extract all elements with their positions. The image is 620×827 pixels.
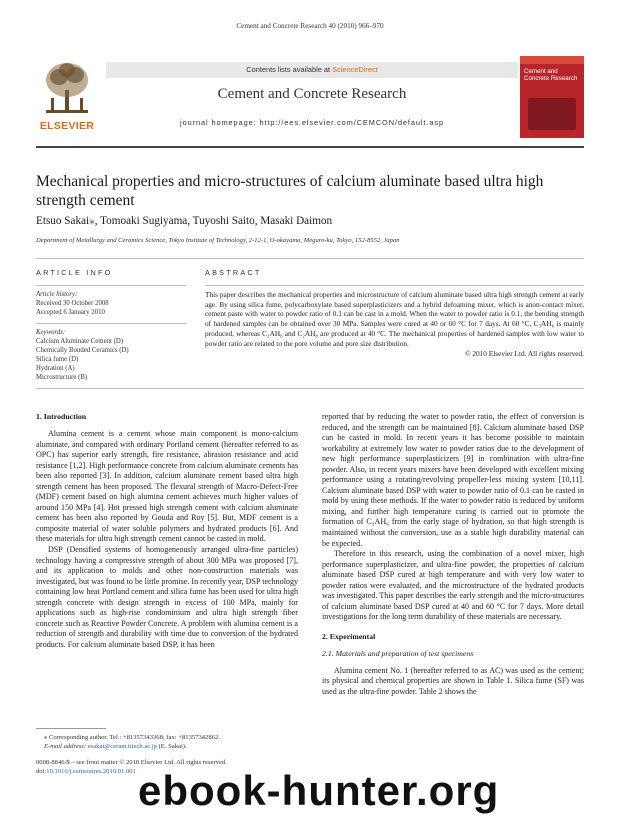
article-info-rule [36,285,186,286]
body-left-column [36,412,298,650]
abstract-copyright: © 2010 Elsevier Ltd. All rights reserved. [464,349,584,359]
keywords-rule [36,323,186,324]
experimental-paragraph-1: Alumina cement No. 1 (hereafter referred to as AC) was used as the cement; its physical and chemical properties are shown in Table 1. Silica fume (SF) was used as the ultra-fine powder. Table 2 shows the [322,665,584,697]
article-info-heading: ARTICLE INFO [36,268,113,277]
footnote-divider [36,728,106,729]
history-label: Article history: [36,291,78,298]
accepted-date: Accepted 6 January 2010 [36,309,105,316]
email-line [44,742,298,751]
keyword-item: Hydration (A) [36,365,75,372]
received-date: Received 30 October 2008 [36,300,109,307]
issn-line: 0008-8846/$ – see front matter © 2010 Elsevier Ltd. All rights reserved. [36,759,227,766]
subsection-heading-materials: 2.1. Materials and preparation of test specimens [322,648,474,658]
email-suffix: (E. Sakai). [158,743,187,750]
body-right-column [322,412,584,698]
abstract-text: This paper describes the mechanical properties and microstructure of calcium aluminate based ultra high strength cement at early age. By using silica fume, polycarboxylate based superplasticizers and a hybrid defoaming mixer, which is anon-contact mixer, cement paste with water to powder ratio of 0.1 can be cast in a mold. When the water to powder ratio is 0.1, the bending strength of hardened samples can be obtained over 30 MPa. Samples were cured at 40 or 60 °C for 7 days. At 60 °C, C₃AH₆ is mainly produced, whereas C₂AH₈ and C₂AH₈ are produced at 40 °C. The mechanical properties of hardened samples with low water to powder ratio are related to the pore volume and pore size distribution. [205,290,584,348]
coauthors: , Tomoaki Sugiyama, Tuyoshi Saito, Masaki Daimon [94,215,333,227]
info-top-divider [36,258,584,259]
keywords-label: Keywords: [36,329,66,336]
elsevier-logo [36,56,98,136]
author-list [36,214,584,227]
contents-prefix: Contents lists available at [246,65,331,74]
abstract-rule [205,285,584,286]
journal-header [36,56,584,142]
email-link[interactable]: esakai@ceram.titech.ac.jp [87,743,157,750]
cover-strip [520,56,584,64]
corresponding-star[interactable]: ⁎ [89,215,95,227]
intro-paragraph-4: Therefore in this research, using the combination of a novel mixer, high performance superplasticizer, and ultra-fine powder, the properties of calcium aluminate based DSP cured at high temperature and with very low water to powder ratios were evaluated, and the microstructure of the hydrated products was investigated. This paper describes the early strength and the micro-structures of calcium aluminate based DSP cured at 40 and 60 °C for 7 days. More detail investigations for the long term durability of these materials are necessary. [322,549,584,622]
corresponding-contact: ⁎ Corresponding author. Tel.: +81357343368; fax: +81357342862. [44,734,220,741]
masthead [106,56,518,136]
keyword-item: Microstructure (B) [36,374,88,381]
keyword-item: Silica fume (D) [36,356,79,363]
abstract [205,268,584,358]
email-label: E-mail address: [44,743,87,750]
sciencedirect-link[interactable]: ScienceDirect [332,65,378,74]
cover-image [528,98,576,130]
doi-link[interactable]: 10.1016/j.cemconres.2010.01.001 [46,768,136,776]
header-divider [36,146,584,148]
article-info [36,268,186,382]
abstract-heading: ABSTRACT [205,268,262,277]
elsevier-wordmark: ELSEVIER [39,120,95,132]
affiliation: Department of Metallurgy and Ceramics Science, Tokyo Institute of Technology, 2-12-1, O-okayama, Meguro-ku, Tokyo, 152-8552, Japan [36,237,400,244]
journal-name: Cement and Concrete Research [217,86,407,102]
keyword-item: Chemically Bonded Ceramics (D) [36,347,129,354]
doi-prefix: doi: [36,768,47,776]
first-author: Etsuo Sakai [36,215,90,227]
journal-homepage[interactable]: journal homepage: http://ees.elsevier.com/CEMCON/default.asp [180,118,444,127]
intro-paragraph-3: reported that by reducing the water to powder ratio, the effect of conversion is reduced, and the strength can be maintained [8]. Calcium aluminate based DSP can be casted in mold. In recent years it has become possible to maintain workability at extremely low water to powder ratios due to the development of new high performance superplasticizers [9] in combination with ultra-fine powder. Also, in recent years mixers have been developed with excellent mixing performance using a rotating/revolving propeller-less mixing system [10,11]. Calcium aluminate based DSP with water to powder ratio of 0.1 can be casted in mold by using these methods. If the water to powder ratio is reduced by uniform mixing, and further high temperature curing is carried out to promote the formation of C₃AH₆ from the early stage of hydration, so that high strength is maintained without the conversion, use as a stable high durability material can be expected. [322,412,584,548]
section-heading-introduction: 1. Introduction [36,412,87,421]
elsevier-tree-icon [42,60,92,116]
journal-citation: Cement and Concrete Research 40 (2010) 966–970 [236,22,384,30]
corresponding-author-footnote [44,733,298,751]
article-title: Mechanical properties and micro-structures of calcium aluminate based ultra high strength cement [36,173,544,209]
intro-paragraph-1: Alumina cement is a cement whose main component is mono-calcium aluminate, and compared with ordinary Portland cement (hereafter referred to as OPC) has superior early strength, fire resistance, abrasion resistance and acid resistance [1,2]. High performance concrete from calcium aluminate cements has been also reported [3]. In addition, calcium aluminate cement based ultra high strength cement has been proposed. The flexural strength of Macro-Defect-Free (MDF) cement based on high alumina cement achieves much higher values of around 150 MPa [4]. Hot pressed high strength cement with calcium aluminate cement has been also reported by Gouda and Roy [5]. But, MDF cement is a composite material of water soluble polymers and hydrated products [6]. And these materials for ultra high strength cement cannot be casted in mold. [36,429,298,544]
abstract-bottom-divider [36,388,584,389]
contents-bar [106,62,518,78]
watermark: ebook-hunter.org [138,767,500,814]
journal-cover [520,56,584,138]
intro-paragraph-2: DSP (Densified systems of homogeneously arranged ultra-fine particles) technology having a compressive strength of about 300 MPa was proposed [7], and its application to molds and other non-construction materials was investigated, but was found to be little promise. In recently year, DSP technology containing low heat Portland cement and silica fume has been used for ultra high strength concrete with design strength in excess of 100 MPa, mainly for applications such as high-rise condominium and ultra high strength fiber concrete such as Reactive Powder Concrete. A problem with alumina cement is a reduction of strength and durability with time due to conversion of the hydrated products. For calcium aluminate based DSP, it has been [36,545,298,649]
section-heading-experimental: 2. Experimental [322,631,376,641]
cover-title: Cement and Concrete Research [524,68,578,82]
keyword-item: Calcium Aluminate Cement (D) [36,338,124,345]
